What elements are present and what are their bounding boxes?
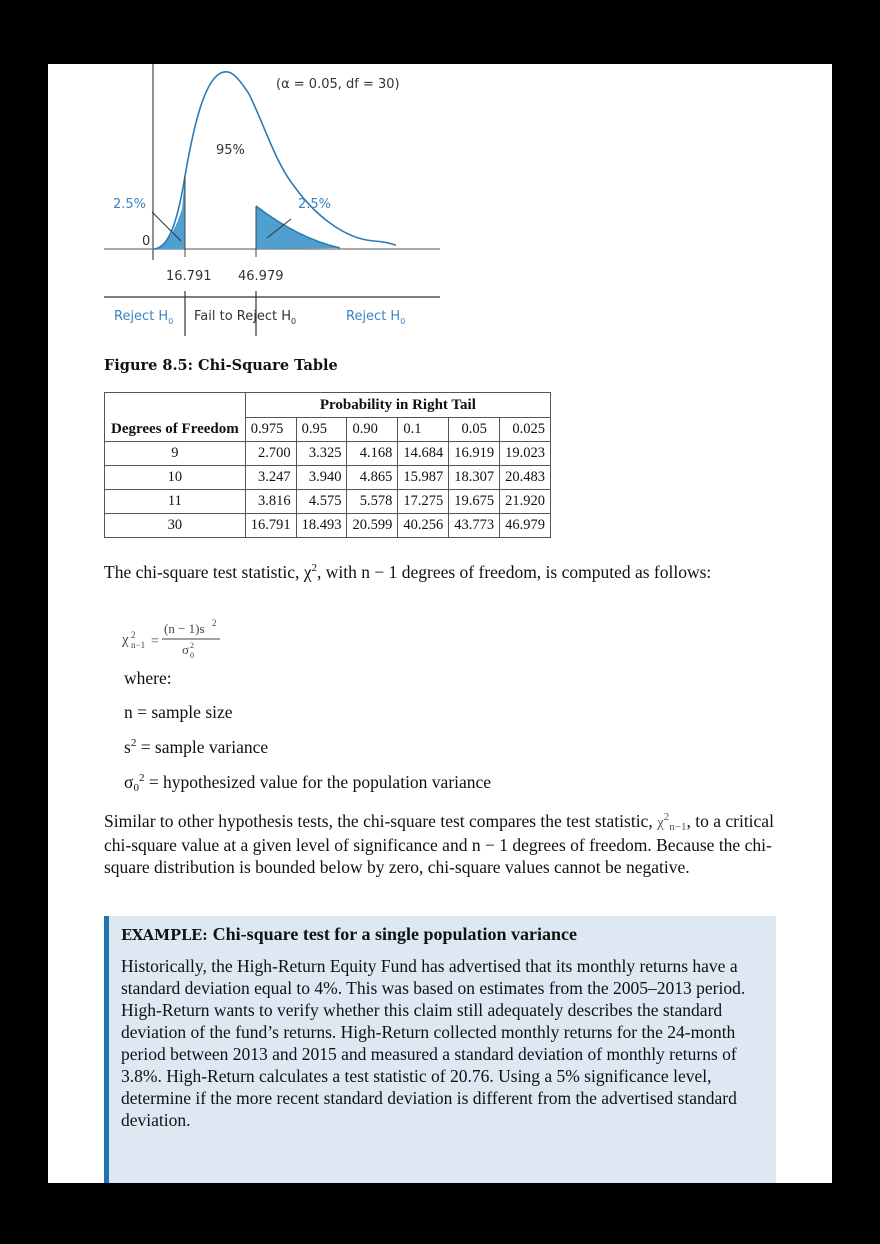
definition-s-squared: $s^2$ = sample variance <box>124 737 269 757</box>
paragraph-test-statistic: The chi-square test statistic, $\chi^2$, with n − 1 degrees of freedom, is computed as follows: <box>104 562 712 582</box>
left-tail-fill <box>154 176 185 249</box>
table-cell: 17.275 <box>398 490 449 514</box>
chi-square-formula <box>122 616 262 665</box>
svg-text:χ: χ <box>122 632 129 648</box>
table-cell: 4.865 <box>347 466 398 490</box>
chi-square-table <box>104 392 551 538</box>
origin-label: 0 <box>142 234 151 249</box>
df-cell: 30 <box>105 514 246 538</box>
table-cell: 3.940 <box>296 466 347 490</box>
svg-text:n−1: n−1 <box>131 640 146 650</box>
paragraph-comparison: Similar to other hypothesis tests, the chi-square test compares the test statistic, $\chi^2_{n-1}$, to a critical chi-square value at a given level of significance and n − 1 degrees of freedom. Because the chi-square distribution is bounded below by zero, chi-square values cannot be negative. <box>104 811 774 877</box>
inline-chi-symbol: $\chi^2_{n-1}$ <box>657 811 687 833</box>
left-tail-label: 2.5% <box>113 197 147 212</box>
group-header: Probability in Right Tail <box>245 393 550 418</box>
center-area-label: 95% <box>216 143 245 158</box>
svg-text:0: 0 <box>190 651 194 660</box>
svg-text:=: = <box>151 634 159 649</box>
table-row <box>105 514 551 538</box>
column-header: 0.90 <box>347 418 398 442</box>
row-header: Degrees of Freedom <box>105 393 246 442</box>
svg-text:2: 2 <box>131 630 136 640</box>
svg-text:(n − 1)s: (n − 1)s <box>164 621 205 636</box>
table-cell: 43.773 <box>449 514 500 538</box>
right-critical-value: 46.979 <box>238 269 284 284</box>
definition-sigma-squared: $\sigma_0^2$ = hypothesized value for the population variance <box>124 772 492 794</box>
where-label: where: <box>124 668 172 688</box>
right-tail-label: 2.5% <box>298 197 332 212</box>
table-cell: 19.675 <box>449 490 500 514</box>
example-title: EXAMPLE: Chi-square test for a single population variance <box>121 924 577 944</box>
figure-caption: Figure 8.5: Chi-Square Table <box>104 357 338 374</box>
table-cell: 3.247 <box>245 466 296 490</box>
example-body: Historically, the High-Return Equity Fund has advertised that its monthly returns have a standard deviation equal to 4%. This was based on estimates from the 2005–2013 period. High-Return wants to verify whether this claim still adequately describes the standard deviation of the fund’s returns. High-Return collected monthly returns for the 24-month period between 2013 and 2015 and measured a standard deviation of monthly returns of 3.8%. High-Return calculates a test statistic of 20.76. Using a 5% significance level, determine if the more recent standard deviation is different from the advertised standard deviation. <box>121 956 746 1130</box>
column-header: 0.95 <box>296 418 347 442</box>
column-header: 0.05 <box>449 418 500 442</box>
table-cell: 16.791 <box>245 514 296 538</box>
table-cell: 20.599 <box>347 514 398 538</box>
table-cell: 46.979 <box>500 514 551 538</box>
table-cell: 21.920 <box>500 490 551 514</box>
table-cell: 3.816 <box>245 490 296 514</box>
region-left-reject: Reject $H_0$ <box>114 309 174 326</box>
left-critical-value: 16.791 <box>166 269 212 284</box>
region-right-reject: Reject $H_0$ <box>346 309 406 326</box>
column-header: 0.025 <box>500 418 551 442</box>
example-box <box>104 916 776 1183</box>
df-cell: 10 <box>105 466 246 490</box>
svg-text:2: 2 <box>190 641 194 650</box>
svg-text:2: 2 <box>212 618 217 628</box>
table-row <box>105 442 551 466</box>
table-cell: 16.919 <box>449 442 500 466</box>
region-fail-to-reject: Fail to Reject $H_0$ <box>194 309 297 326</box>
table-cell: 4.575 <box>296 490 347 514</box>
svg-text:σ: σ <box>182 642 190 657</box>
table-cell: 18.493 <box>296 514 347 538</box>
table-cell: 5.578 <box>347 490 398 514</box>
table-cell: 4.168 <box>347 442 398 466</box>
df-cell: 9 <box>105 442 246 466</box>
table-cell: 14.684 <box>398 442 449 466</box>
column-header: 0.1 <box>398 418 449 442</box>
alpha-df-annotation: (α = 0.05, df = 30) <box>276 77 400 92</box>
table-cell: 2.700 <box>245 442 296 466</box>
table-row <box>105 466 551 490</box>
chi-square-distribution-figure <box>104 64 444 340</box>
document-page <box>48 64 832 1183</box>
table-cell: 19.023 <box>500 442 551 466</box>
table-cell: 15.987 <box>398 466 449 490</box>
table-cell: 18.307 <box>449 466 500 490</box>
table-cell: 20.483 <box>500 466 551 490</box>
definition-n: n = sample size <box>124 702 233 722</box>
column-header: 0.975 <box>245 418 296 442</box>
right-tail-fill <box>256 206 340 249</box>
df-cell: 11 <box>105 490 246 514</box>
table-cell: 3.325 <box>296 442 347 466</box>
table-row <box>105 490 551 514</box>
table-cell: 40.256 <box>398 514 449 538</box>
